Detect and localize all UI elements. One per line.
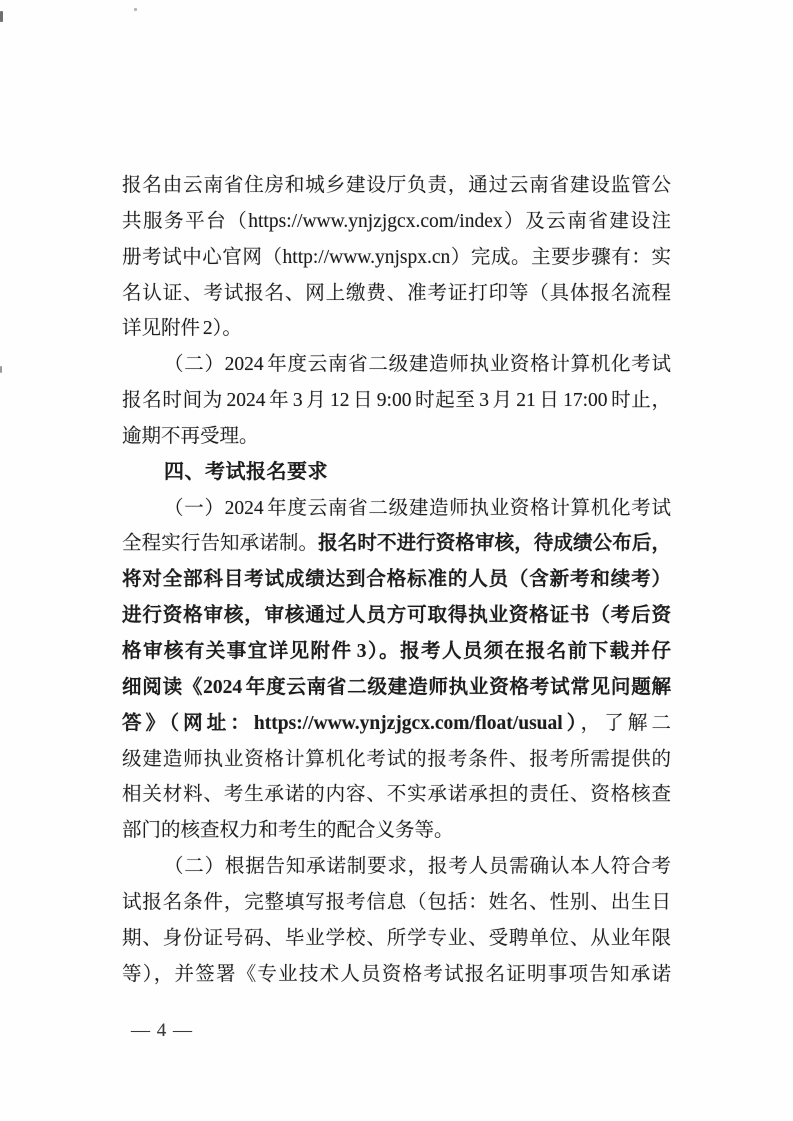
text-segment-bold: 答》（网址：https://www.ynjzjgcx.com/float/usual） <box>122 712 581 734</box>
text-line <box>122 957 671 993</box>
text-line <box>122 742 671 778</box>
text-segment-bold: 格审核有关事宜详见附件 3）。报考人员须在报名前下载并仔 <box>122 640 671 662</box>
text-segment: 级建造师执业资格计算机化考试的报考条件、报考所需提供的 <box>122 748 671 770</box>
text-segment-bold: 进行资格审核，审核通过人员方可取得执业资格证书（考后资 <box>122 605 671 627</box>
text-segment: ，了解二 <box>580 712 671 734</box>
text-segment: 逾期不再受理。 <box>122 425 259 447</box>
text-line <box>122 670 671 706</box>
page-number: — 4 — <box>131 1020 193 1041</box>
text-line <box>122 849 671 885</box>
text-line <box>122 562 671 598</box>
document-body <box>122 168 671 992</box>
text-segment: （二）2024 年度云南省二级建造师执业资格计算机化考试 <box>164 354 671 376</box>
section-heading <box>122 455 671 491</box>
text-segment: 部门的核查权力和考生的配合义务等。 <box>122 820 454 842</box>
text-segment-bold: 将对全部科目考试成绩达到合格标准的人员（含新考和续考） <box>122 569 671 591</box>
text-segment: 详见附件 2）。 <box>122 318 242 340</box>
text-line <box>122 598 671 634</box>
text-segment: （二）根据告知承诺制要求，报考人员需确认本人符合考 <box>164 856 671 878</box>
text-segment: 报名时间为 2024 年 3 月 12 日 9:00 时起至 3 月 21 日 17:00 时止， <box>122 390 671 412</box>
text-segment: （一）2024 年度云南省二级建造师执业资格计算机化考试 <box>164 497 671 519</box>
text-segment: 报名由云南省住房和城乡建设厅负责，通过云南省建设监管公 <box>122 175 671 196</box>
text-segment: 名认证、考试报名、网上缴费、准考证打印等（具体报名流程 <box>122 282 671 304</box>
text-segment-bold: 细阅读《2024 年度云南省二级建造师执业资格考试常见问题解 <box>122 676 671 698</box>
text-segment: 共服务平台（https://www.ynjzjgcx.com/index）及云南省建设注 <box>122 210 671 232</box>
text-segment: 全程实行告知承诺制。 <box>122 533 319 555</box>
scan-artifact <box>134 8 137 11</box>
text-segment: 四、考试报名要求 <box>164 460 328 483</box>
scan-artifact <box>0 11 3 22</box>
text-line <box>122 168 671 204</box>
text-line <box>122 634 671 670</box>
scan-artifact <box>0 366 2 373</box>
text-line <box>122 706 671 742</box>
text-segment: 试报名条件，完整填写报考信息（包括：姓名、性别、出生日 <box>122 891 671 913</box>
text-segment: 期、身份证号码、毕业学校、所学专业、受聘单位、从业年限 <box>122 927 671 949</box>
text-line <box>122 526 671 562</box>
text-line <box>122 777 671 813</box>
text-line <box>122 240 671 276</box>
text-line <box>122 921 671 957</box>
text-segment-bold: 报名时不进行资格审核，待成绩公布后， <box>318 533 671 555</box>
text-line <box>122 813 671 849</box>
text-line <box>122 885 671 921</box>
text-segment: 等），并签署《专业技术人员资格考试报名证明事项告知承诺 <box>122 963 671 985</box>
text-line <box>122 311 671 347</box>
text-line <box>122 491 671 527</box>
text-line <box>122 347 671 383</box>
text-segment: 相关材料、考生承诺的内容、不实承诺承担的责任、资格核查 <box>122 784 671 806</box>
text-line <box>122 383 671 419</box>
text-line <box>122 204 671 240</box>
text-line <box>122 276 671 312</box>
text-line <box>122 419 671 455</box>
text-segment: 册考试中心官网（http://www.ynjspx.cn）完成。主要步骤有：实 <box>122 246 671 268</box>
